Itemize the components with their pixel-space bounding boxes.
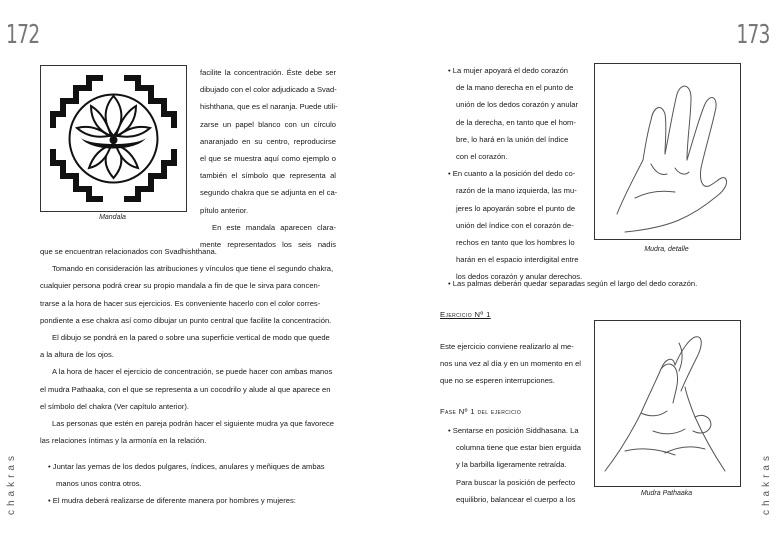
text-line: dibujado con el color adjudicado a Svad- <box>200 85 337 95</box>
mudra-pathaaka-figure <box>594 320 741 487</box>
mandala-caption: Mandala <box>99 214 126 221</box>
text-line: el símbolo del chakra (Ver capítulo anterior). <box>40 401 189 411</box>
text-line: unión del índice con el corazón de- <box>456 220 574 230</box>
text-line: equilibrio, balancear el cuerpo a los <box>456 494 576 504</box>
text-line: unión de los dedos corazón y anular <box>456 100 579 110</box>
bullet-line: manos unos contra otros. <box>56 479 142 489</box>
exercise-heading: Ejercicio Nº 1 <box>440 310 491 319</box>
palms-line: • Las palmas deberán quedar separadas según el largo del dedo corazón. <box>448 279 698 288</box>
bullet-line: • El mudra deberá realizarse de diferente manera por hombres y mujeres: <box>48 496 296 506</box>
text-line: pondiente a ese chakra así como dibujar un punto central que facilite la concentración. <box>40 315 332 325</box>
text-line: facilite la concentración. Éste debe ser <box>200 68 336 77</box>
phase-text <box>448 422 588 508</box>
text-line: que se encuentran relacionados con Svadhishthana. <box>40 247 217 256</box>
text-line: columna tiene que estar bien erguida <box>456 443 581 453</box>
mudra-pathaaka-image <box>595 321 740 486</box>
right-top-text <box>448 62 588 286</box>
text-line: razón de la mano izquierda, las mu- <box>456 186 577 196</box>
text-line: con el corazón. <box>456 152 508 162</box>
text-line: jeres lo apoyarán sobre el punto de <box>456 203 576 213</box>
text-line: pítulo anterior. <box>200 205 249 215</box>
text-line: • La mujer apoyará el dedo corazón <box>448 66 569 75</box>
text-line: segundo chakra que se adjunta en el ca- <box>200 188 338 198</box>
text-line: y la barbilla ligeramente retraída. <box>456 460 567 470</box>
text-line: también el símbolo que representa al <box>200 171 336 181</box>
text-line: Para buscar la posición de perfecto <box>456 477 576 487</box>
text-line: los dedos corazón y anular derechos. <box>456 272 583 282</box>
text-line: trarse a la hora de hacer sus ejercicios. Es conveniente hacerlo con el color corres- <box>40 298 321 308</box>
phase-heading: Fase Nº 1 del ejercicio <box>440 407 522 416</box>
text-line: Este ejercicio conviene realizarlo al me- <box>440 342 574 351</box>
text-line: Tomando en consideración las atribuciones y vínculos que tiene el segundo chakra, <box>52 264 334 274</box>
mandala-figure <box>40 65 187 212</box>
left-body-text <box>40 243 338 449</box>
mudra-pathaaka-caption: Mudra Pathaaka <box>640 490 693 497</box>
text-line: las relaciones íntimas y la armonía en la relación. <box>40 436 207 446</box>
text-line: cualquier persona podrá crear su propio mandala a fin de que le sirva para concen- <box>40 281 321 291</box>
right-side-label: chakras <box>761 452 772 516</box>
text-line: El dibujo se pondrá en la pared o sobre una superficie vertical de modo que quede <box>52 333 330 343</box>
text-line: mente representados los seis nadis <box>200 240 336 250</box>
left-bullets <box>48 458 338 510</box>
text-line: bre, lo hará en la unión del índice <box>456 134 569 144</box>
text-line: rechos en tanto que los hombres lo <box>456 238 575 248</box>
text-line: de la derecha, en tanto que el hom- <box>456 117 576 127</box>
mudra-detail-caption: Mudra, detalle <box>644 246 689 253</box>
text-line: zarse un papel blanco con un círculo <box>200 119 336 129</box>
text-line: que no se esperen interrupciones. <box>440 376 555 386</box>
left-page-number: 172 <box>6 20 40 50</box>
text-line: En este mandala aparecen clara- <box>212 222 336 232</box>
text-line: a la altura de los ojos. <box>40 350 114 360</box>
left-side-label: chakras <box>6 452 17 516</box>
text-line: Las personas que estén en pareja podrán hacer el siguiente mudra ya que favorece <box>52 419 334 429</box>
text-line: anaranjado en su centro, reproducirse <box>200 136 336 146</box>
right-page-number: 173 <box>736 20 770 50</box>
text-line: harán en el espacio interdigital entre <box>456 255 579 265</box>
text-line: • Sentarse en posición Siddhasana. La <box>448 426 579 435</box>
mudra-detail-image <box>595 64 740 239</box>
text-line: de la mano derecha en el punto de <box>456 83 574 93</box>
text-line: hishthana, que es el naranja. Puede utili- <box>200 102 338 112</box>
text-line: el que se muestra aquí como ejemplo o <box>200 154 336 164</box>
exercise-text <box>440 338 590 390</box>
bullet-line: • Juntar las yemas de los dedos pulgares, índices, anulares y meñiques de ambas <box>48 462 325 471</box>
left-column-text <box>200 64 336 253</box>
text-line: • En cuanto a la posición del dedo co- <box>448 169 576 179</box>
text-line: el mudra Pathaaka, con el que se representa a un cocodrilo y alude al que aparece en <box>40 384 331 394</box>
mudra-detail-figure <box>594 63 741 240</box>
text-line: nos una vez al día y en un momento en el <box>440 359 581 369</box>
text-line: A la hora de hacer el ejercicio de concentración, se puede hacer con ambas manos <box>52 367 333 377</box>
mandala-image <box>41 66 186 211</box>
